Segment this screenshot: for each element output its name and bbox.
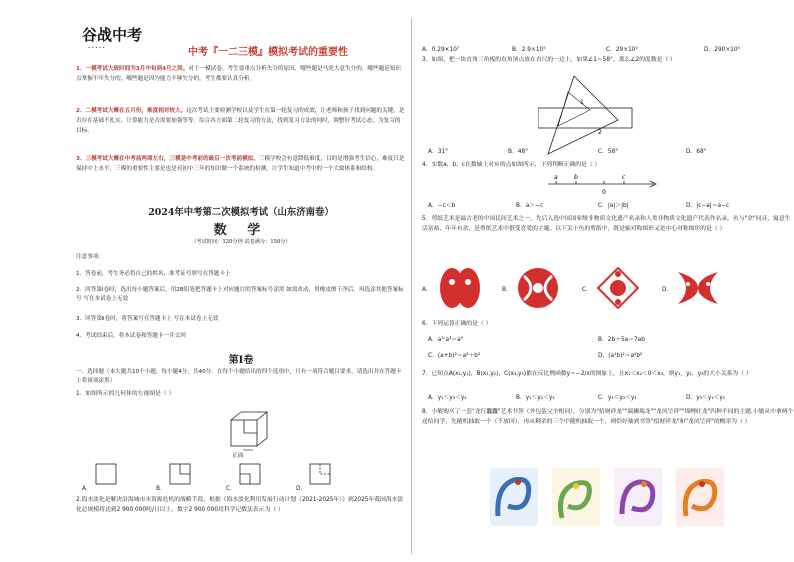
logo-icon	[80, 20, 148, 54]
q2-option-a[interactable]: A．0.29×10⁷	[422, 47, 460, 53]
angle-1-label: 1	[580, 99, 584, 106]
note-4: 4．考试结束后，将本试卷和答题卡一并交回	[76, 333, 186, 339]
right-page	[418, 18, 794, 554]
exam-info: （考试时间：120分钟 试卷满分：150分）	[191, 239, 291, 245]
question-3: 3．如图，把一块直角三角板的直角顶点放在直尺的一边上，如果∠1＝58°，那么∠2的度数是（ ）	[422, 57, 676, 63]
q1-option-a-view	[94, 462, 118, 486]
q6-option-b[interactable]: B．2b＋5a＝7ab	[598, 337, 645, 343]
fish-paper-cut-d-icon	[674, 264, 722, 312]
q5-option-a[interactable]: A．	[422, 287, 432, 293]
fish-paper-cut-a-icon	[436, 264, 484, 312]
q1-option-a[interactable]: A．	[82, 486, 92, 492]
q7-option-c[interactable]: C．y₃＜y₂＜y₁	[598, 395, 637, 401]
axis-c: c	[622, 174, 626, 181]
q6-option-a[interactable]: A．a³·a³＝a⁹	[428, 337, 464, 343]
q2-option-c[interactable]: C．29×10⁵	[606, 47, 638, 53]
fish-paper-cut-b-icon	[514, 264, 562, 312]
note-3: 3．回答第Ⅱ卷时，将答案写在答题卡上 写在本试卷上无效	[76, 316, 219, 322]
triangle-ruler-figure	[538, 68, 634, 160]
axis-b: b	[574, 174, 578, 181]
svg-text:• • • • •: • • • • •	[88, 45, 105, 50]
intro-2: 2．二模考试大概在五月份，难度相对较大。这次考试主要检测学校以及学生在第一轮复习的成效，让老师和孩子找到问题的关键，是否存在基础不扎实，计算能力是否需要加强等等。综合各方面第二轮复习的方法，找到复习方法的同时，调整好考试心态，为复习的目标。	[76, 108, 405, 135]
note-2: 2．回答第Ⅰ卷时，选出每小题答案后，用2B铅笔把答题卡上对应题目的答案标号涂黑 如需改动，用橡皮擦干净后，再选涂其他答案标号 写在本试卷上无效	[76, 287, 404, 302]
question-7: 7．已知点A(x₁,y₁)，B(x₂,y₂)，C(x₃,y₃)都在反比例函数y＝−2/x的图象上，且x₁＜x₂＜0＜x₃，则y₁，y₂，y₃的大小关系为（ ）	[422, 371, 752, 377]
q1-option-b-view	[168, 462, 192, 486]
q4-option-d[interactable]: D．|c−a|＝a−c	[686, 203, 730, 209]
note-1: 1．答卷前，考生务必将自己的姓名、准考证号填写在答题卡上	[76, 271, 231, 277]
dragon-bookmark-4-icon	[674, 466, 726, 528]
q6-option-d[interactable]: D．(a²b)²＝a⁴b²	[598, 353, 643, 359]
intro-3: 3．三模考试大概在中考前两周左右，三模是中考前的最后一次考前模拟。三模学校会有意降低难度，目的是增强考生信心，难度只是保持中上水平，三模的重要性主要是也是对初中三年的知识做一个系统的检测，让学生知道中考中的一个大致体系和结构。	[76, 156, 405, 173]
q5-option-d[interactable]: D．	[662, 287, 673, 293]
q2-option-d[interactable]: D．290×10⁴	[704, 47, 740, 53]
subject-title: 数 学	[213, 223, 269, 238]
notes-label: 注意事项：	[76, 254, 104, 260]
part-title: 第Ⅰ卷	[228, 355, 254, 366]
q7-option-a[interactable]: A．y₁＜y₃＜y₂	[428, 395, 467, 401]
banner-title: 中考『一二三模』模拟考试的重要性	[188, 47, 348, 58]
q4-option-b[interactable]: B．a＞−c	[516, 203, 544, 209]
q4-option-c[interactable]: C．|a|＞|b|	[598, 203, 629, 209]
axis-a: a	[554, 174, 558, 181]
q4-option-a[interactable]: A．−c＜b	[428, 203, 456, 209]
exam-title: 2024年中考第二次模拟考试（山东济南卷）	[148, 207, 334, 218]
q3-option-c[interactable]: C．58°	[598, 149, 619, 155]
front-label: 正面	[232, 453, 244, 459]
question-6: 6．下列运算正确的是（ ）	[422, 321, 492, 327]
q1-option-c[interactable]: C．	[226, 486, 236, 492]
dragon-bookmark-3-icon	[612, 466, 664, 528]
number-line-figure	[546, 172, 658, 200]
section-heading: 一、选择题（本大题共10个小题，每小题4分，共40分．在每个小题给出的四个选项中，只有一项符合题目要求，请选出并在答题卡上将该项涂黑）	[76, 369, 402, 384]
q3-option-b[interactable]: B．48°	[508, 149, 529, 155]
q1-option-b[interactable]: B．	[156, 486, 166, 492]
dragon-bookmark-2-icon	[550, 466, 602, 528]
q5-option-c[interactable]: C．	[582, 287, 592, 293]
angle-2-label: 2	[598, 129, 602, 136]
question-1: 1．如图所示的几何体的左视图是（ ）	[76, 391, 175, 397]
fish-paper-cut-c-icon	[594, 264, 642, 312]
question-4: 4．实数a，b，c在数轴上对应的点如图所示，下列判断正确的是（ ）	[422, 162, 601, 168]
q3-option-a[interactable]: A．31°	[428, 149, 449, 155]
svg-text:谷战中考: 谷战中考	[82, 26, 143, 44]
q7-option-b[interactable]: B．y₁＜y₂＜y₃	[516, 395, 555, 401]
q5-option-b[interactable]: B．	[502, 287, 512, 293]
q7-option-d[interactable]: D．y₃＜y₁＜y₂	[686, 395, 726, 401]
question-2: 2.海水淡化是解决沿海城市水资源危机的战略手段，根据《海水淡化利用发展行动计划（2021-2025年）》到2025年我国海水淡化总规模将达到2 900 000吨/日以上，数字2 900 000用科学记数法表示为（ ）	[76, 497, 404, 513]
q1-option-d-view	[308, 462, 332, 486]
intro-1: 1．一模考试大致时间为3月中旬到4月之间。对于一模试卷，考生要重点分析失分的原因，哪些题是马虎大意失分的，哪些题是知识点掌握不牢失分的，哪些题是因为能力不够失分的，考生都要认真分析。	[76, 66, 401, 83]
q1-option-d[interactable]: D．	[296, 486, 307, 492]
left-page	[20, 18, 412, 554]
q3-option-d[interactable]: D．68°	[686, 149, 707, 155]
q2-option-b[interactable]: B．2.9×10⁵	[512, 47, 546, 53]
q1-option-c-view	[238, 462, 262, 486]
q6-option-c[interactable]: C．(a+b)²＝a²＋b²	[428, 353, 481, 359]
question-5: 5．剪纸艺术是最古老的中国民间艺术之一，先后入选中国国家级非物质文化遗产名录和人类非物质文化遗产代表作名录。鱼与"余"同音，寓意生活富裕、年年有余，是剪纸艺术中很受喜爱的主题。以下关于鱼的剪纸中，既是轴对称图形又是中心对称图形的是（ ）	[422, 216, 791, 232]
dragon-bookmark-1-icon	[488, 466, 540, 528]
question-8: 8．小敏购买了一套"龙行龘龘"艺术书签（外包装完全相同），分别为"招财祥龙""瑞狮瑞龙""龙凤呈祥""锦鲤旺龙"四种不同的主题.小敏从中拿两个送给同学，先随机抽取一个（不放回），再从剩余的三个中随机抽取一个，则恰好抽到书签"招财祥龙"和"龙凤呈祥"的概率为（ ）	[422, 409, 794, 425]
axis-0: 0	[602, 189, 606, 196]
